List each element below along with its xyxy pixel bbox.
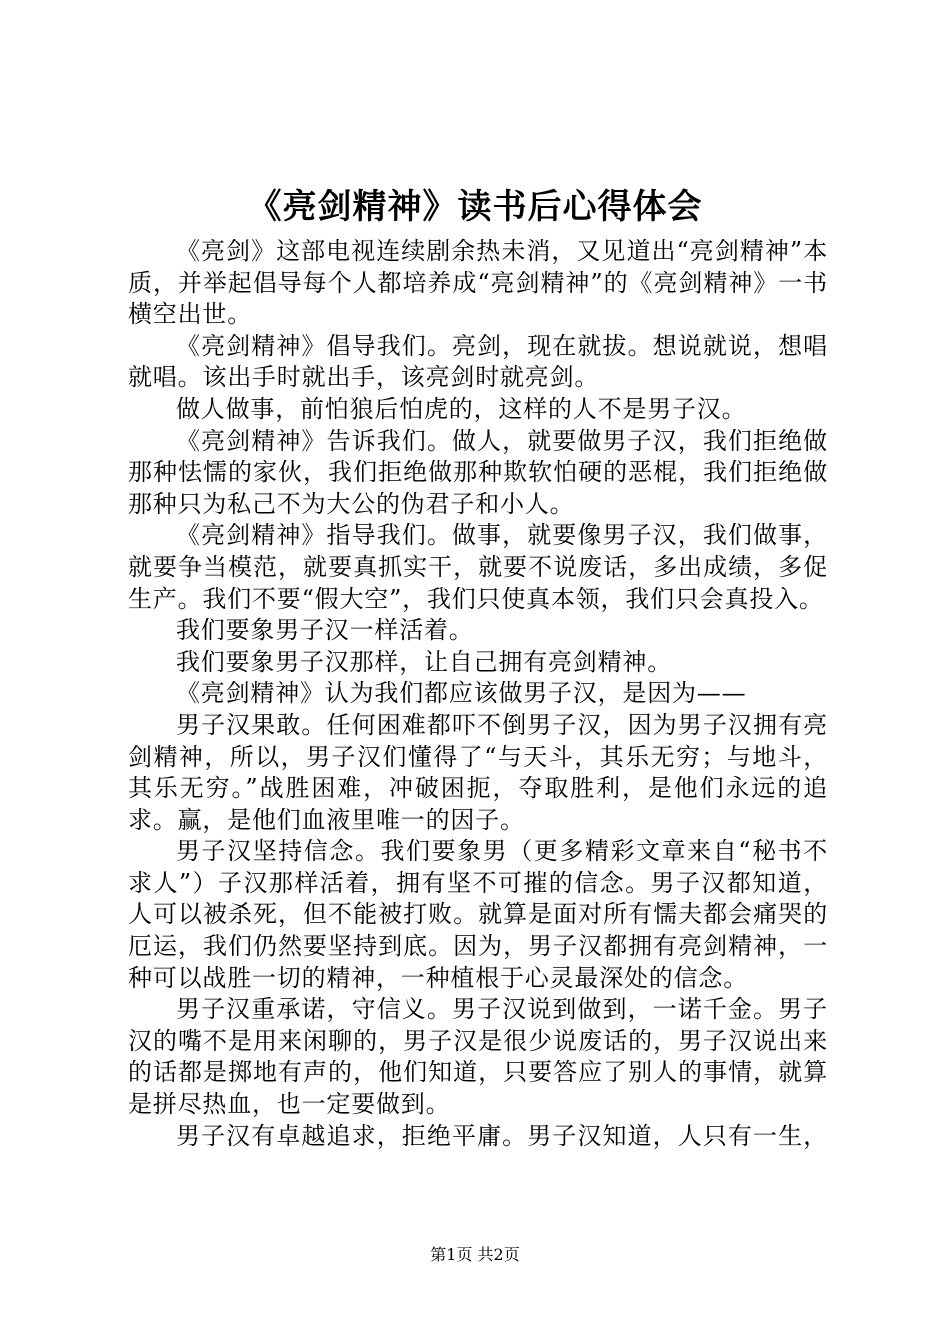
- paragraph: 男子汉果敢。任何困难都吓不倒男子汉，因为男子汉拥有亮剑精神，所以，男子汉们懂得了“与天斗，其乐无穷；与地斗，其乐无穷。”战胜困难，冲破困扼，夺取胜利，是他们永远的追求。赢，是他们血液里唯一的因子。: [128, 710, 828, 834]
- paragraph: 《亮剑精神》倡导我们。亮剑，现在就拔。想说就说，想唱就唱。该出手时就出手，该亮剑时就亮剑。: [128, 331, 828, 392]
- document-body: [128, 236, 828, 1152]
- paragraph: 《亮剑》这部电视连续剧余热未消，又见道出“亮剑精神”本质，并举起倡导每个人都培养成“亮剑精神”的《亮剑精神》一书横空出世。: [128, 237, 828, 329]
- document-title: 《亮剑精神》读书后心得体会: [247, 187, 703, 227]
- paragraph: 《亮剑精神》告诉我们。做人，就要做男子汉，我们拒绝做那种怯懦的家伙，我们拒绝做那种欺软怕硬的恶棍，我们拒绝做那种只为私己不为大公的伪君子和小人。: [128, 426, 828, 518]
- paragraph: 我们要象男子汉那样，让自己拥有亮剑精神。: [176, 647, 672, 676]
- paragraph: 男子汉坚持信念。我们要象男（更多精彩文章来自“秘书不求人”）子汉那样活着，拥有坚不可摧的信念。男子汉都知道，人可以被杀死，但不能被打败。就算是面对所有懦夫都会痛哭的厄运，我们仍然要坚持到底。因为，男子汉都拥有亮剑精神，一种可以战胜一切的精神，一种植根于心灵最深处的信念。: [128, 837, 828, 992]
- paragraph: 做人做事，前怕狼后怕虎的，这样的人不是男子汉。: [176, 394, 747, 423]
- page-number-footer: 第1页 共2页: [430, 1245, 520, 1264]
- paragraph: 男子汉有卓越追求，拒绝平庸。男子汉知道，人只有一生，: [176, 1121, 828, 1150]
- paragraph: 《亮剑精神》指导我们。做事，就要像男子汉，我们做事，就要争当模范，就要真抓实干，就要不说废话，多出成绩，多促生产。我们不要“假大空”，我们只使真本领，我们只会真投入。: [128, 521, 828, 613]
- paragraph: 男子汉重承诺，守信义。男子汉说到做到，一诺千金。男子汉的嘴不是用来闲聊的，男子汉是很少说废话的，男子汉说出来的话都是掷地有声的，他们知道，只要答应了别人的事情，就算是拼尽热血，也一定要做到。: [128, 995, 828, 1119]
- paragraph: 我们要象男子汉一样活着。: [176, 616, 474, 645]
- paragraph: 《亮剑精神》认为我们都应该做男子汉，是因为——: [176, 679, 747, 708]
